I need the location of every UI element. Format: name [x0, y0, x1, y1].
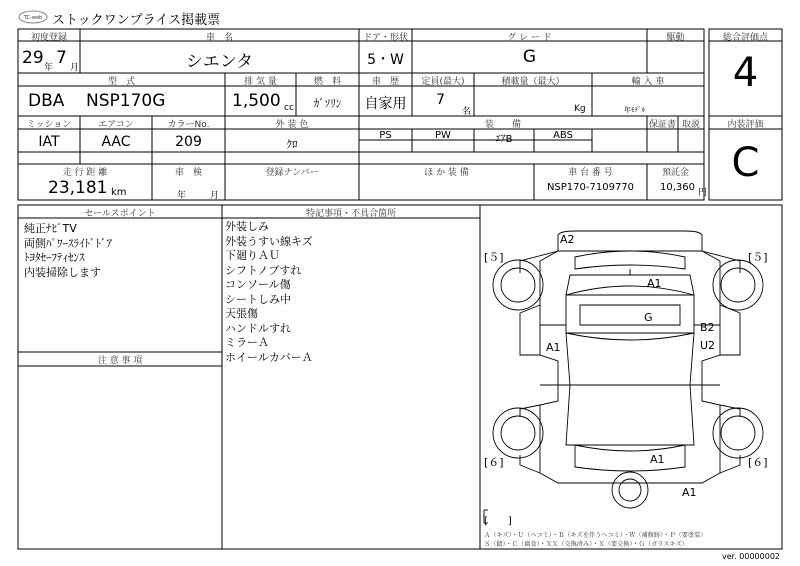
- load-unit: Kg: [574, 104, 586, 114]
- document-title: ストックワンプライス掲載票: [52, 13, 221, 28]
- special-note-item: 天張傷: [225, 307, 258, 320]
- wheel-rear-right-icon: [713, 408, 763, 458]
- header-special-notes: 特記事項・不具合箇所: [305, 209, 396, 219]
- header-other-equipment: ほ か 装 備: [424, 168, 469, 178]
- header-first-reg: 初度登録: [30, 33, 67, 43]
- reg-month-unit: 月: [70, 63, 80, 73]
- header-warranty: 保証書: [648, 120, 676, 130]
- mark-a1-bottom2: A1: [682, 486, 697, 499]
- header-drive: 駆動: [666, 33, 685, 43]
- chassis-no: NSP170-7109770: [546, 182, 635, 193]
- car-body-icon: [520, 231, 740, 483]
- sales-point-item: 両側ﾊﾟﾜｰｽﾗｲﾄﾞﾄﾞｱ: [24, 236, 112, 250]
- header-import: 輸 入 車: [631, 77, 665, 87]
- category: 自家用: [364, 96, 407, 112]
- header-exterior-color: 外 装 色: [275, 120, 309, 130]
- model-code: NSP170G: [86, 91, 166, 111]
- header-notes: 注 意 事 項: [97, 356, 143, 366]
- tire-label-front-left: [５]: [484, 251, 504, 264]
- sales-point-item: 内装掃除します: [24, 265, 101, 279]
- mark-a1-top: A1: [647, 277, 662, 290]
- reg-year: 29: [22, 48, 44, 68]
- header-grade: グ レ ー ド: [507, 33, 552, 43]
- legend-line-2: Ｓ（錆）・Ｃ（腐食）・ＸＸ（交換済み）・Ｘ（要交換）・Ｇ（ガラスキズ）: [484, 541, 688, 548]
- spare-tire-icon: [612, 472, 648, 508]
- header-sales-point: セールスポイント: [84, 209, 156, 219]
- exterior-color: ｸﾛ: [286, 138, 298, 151]
- header-price: 預託金: [661, 168, 689, 178]
- tire-label-rear-right: [６]: [748, 456, 768, 469]
- reg-year-unit: 年: [44, 63, 54, 73]
- door-shape: 5・W: [367, 52, 404, 68]
- equip-ps: PS: [379, 130, 392, 141]
- mark-g: G: [644, 311, 653, 324]
- mark-a2: A2: [560, 233, 575, 246]
- capacity-unit: 名: [462, 107, 472, 117]
- equip-airbag: ｴｱB: [495, 134, 513, 145]
- special-note-item: ハンドルすれ: [225, 321, 291, 335]
- price-unit: 円: [698, 188, 708, 198]
- header-displacement: 排 気 量: [244, 77, 277, 87]
- header-interior-score: 内装評価: [727, 120, 764, 130]
- overall-score: 4: [732, 50, 759, 96]
- tire-label-rear-left: [６]: [484, 456, 504, 469]
- inspection-year: 年: [177, 191, 187, 201]
- price: 10,360: [660, 182, 695, 193]
- header-manual: 取説: [681, 120, 700, 130]
- special-notes-list: [225, 220, 313, 365]
- header-equipment: 装 備: [484, 120, 521, 130]
- mark-b2: B2: [700, 321, 715, 334]
- import-note: 年ﾓﾃﾞﾙ: [624, 106, 645, 114]
- sales-point-list: [24, 222, 112, 280]
- logo-text: TC-web: [23, 15, 43, 21]
- mark-u2: U2: [700, 339, 716, 352]
- mission: IAT: [38, 134, 60, 150]
- model-prefix: DBA: [28, 91, 65, 111]
- legend-line-1: Ａ（キズ）・Ｕ（ヘコミ）・Ｂ（キズを伴うヘコミ）・Ｗ（補修跡）・Ｐ（要塗装）: [484, 532, 707, 539]
- header-chassis-no: 車 台 番 号: [568, 168, 613, 178]
- aircon: AAC: [101, 134, 131, 150]
- header-load: 積載量（最大）: [501, 77, 565, 87]
- header-overall-score: 総合評価点: [722, 33, 768, 43]
- special-note-item: シートしみ中: [225, 292, 291, 306]
- header-category: 車 歴: [371, 77, 399, 87]
- header-plate: 登録ナンバー: [265, 168, 319, 178]
- header-fuel: 燃 料: [313, 77, 341, 87]
- special-note-item: 外装しみ: [225, 220, 269, 233]
- mark-a1-left: A1: [546, 341, 561, 354]
- tire-label-front-right: [５]: [748, 251, 768, 264]
- wheel-front-left-icon: [493, 260, 543, 310]
- color-no: 209: [175, 134, 202, 150]
- mark-a1-bottom: A1: [650, 453, 665, 466]
- special-note-item: 下廻りＡＵ: [225, 249, 280, 262]
- special-note-item: 外装うすい線キズ: [225, 234, 313, 248]
- grade: G: [522, 47, 537, 67]
- header-mission: ミッション: [26, 120, 72, 130]
- header-aircon: エアコン: [98, 120, 134, 130]
- wheel-front-right-icon: [713, 260, 763, 310]
- sales-point-item: 純正ﾅﾋﾞTV: [24, 222, 77, 235]
- header-model: 型 式: [107, 77, 135, 87]
- car-damage-diagram: [480, 205, 782, 549]
- header-color-no: カラーNo.: [167, 120, 210, 130]
- special-note-item: シフトノブすれ: [225, 263, 302, 277]
- header-car-name: 車 名: [205, 33, 233, 43]
- special-note-item: コンソール傷: [225, 278, 291, 291]
- capacity: 7: [436, 92, 445, 108]
- wheel-rear-left-icon: [493, 408, 543, 458]
- displacement: 1,500: [232, 91, 281, 111]
- interior-score: C: [731, 140, 760, 186]
- reg-month: 7: [56, 48, 67, 68]
- header-inspection: 車 検: [174, 168, 202, 178]
- header-capacity: 定員(最大): [421, 77, 465, 87]
- displacement-unit: cc: [284, 103, 294, 113]
- header-door-shape: ドア・形状: [363, 33, 408, 43]
- inspection-month: 月: [210, 191, 220, 201]
- version-label: ver. 00000002: [721, 552, 780, 561]
- special-note-item: ホイールカバーＡ: [225, 350, 313, 364]
- sales-point-item: ﾄﾖﾀｾｰﾌﾃｨｾﾝｽ: [24, 251, 85, 264]
- equip-pw: PW: [435, 130, 451, 141]
- tire-label-spare: [ ]: [484, 516, 512, 527]
- header-mileage: 走 行 距 離: [62, 168, 108, 178]
- car-name: シエンタ: [185, 52, 254, 72]
- fuel: ｶﾞｿﾘﾝ: [313, 97, 342, 110]
- special-note-item: ミラーＡ: [225, 336, 269, 349]
- mileage: 23,181: [48, 178, 108, 198]
- mileage-unit: km: [111, 187, 127, 198]
- equip-abs: ABS: [553, 130, 573, 141]
